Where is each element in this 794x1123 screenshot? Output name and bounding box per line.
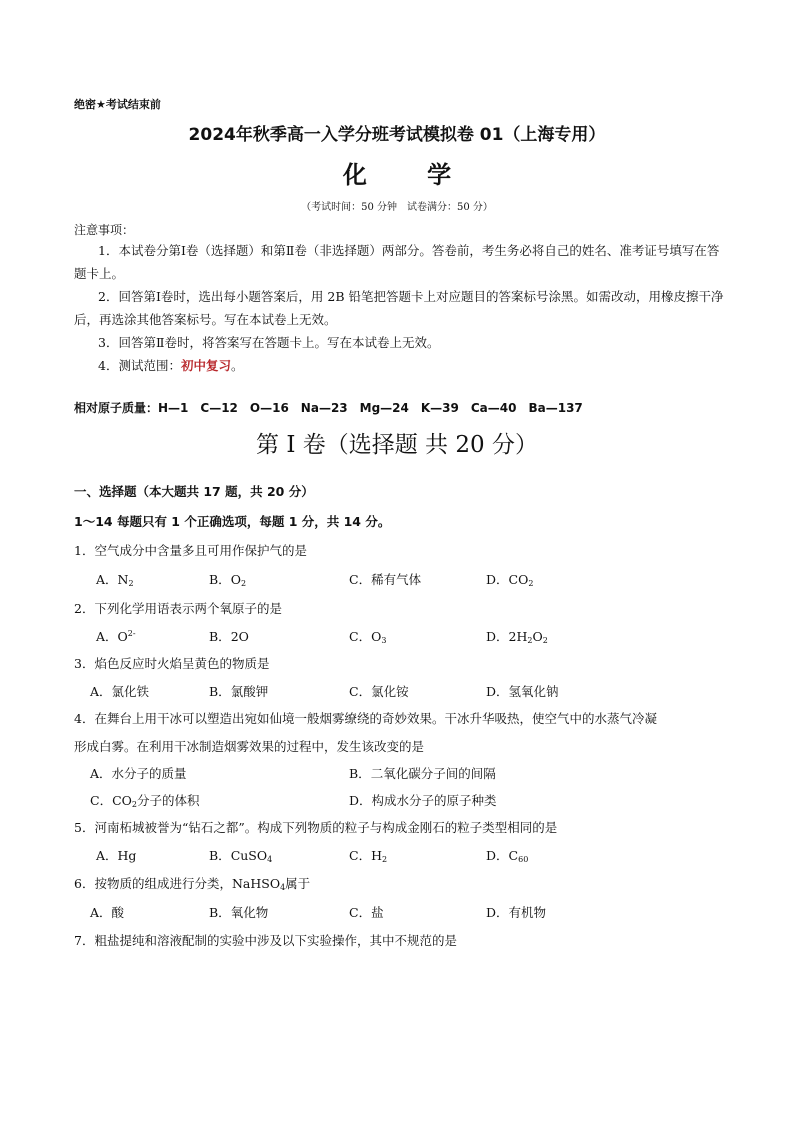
question-3-option-b: B．氯酸钾 [209,684,269,699]
question-2-option-b: B．2O [209,629,249,644]
test-scope: 初中复习 [180,358,231,373]
question-1-stem: 1．空气成分中含量多且可用作保护气的是 [74,543,307,558]
exam-time-info: （考试时间：50 分钟 试卷满分：50 分） [301,202,493,213]
question-4-stem-line-1: 4．在舞台上用干冰可以塑造出宛如仙境一般烟雾缭绕的奇妙效果。干冰升华吸热，使空气中的水蒸气冷凝 [74,711,657,726]
question-4-option-c: C．$CO_2$分子的体积 [90,793,200,809]
question-2-stem: 2．下列化学用语表示两个氧原子的是 [74,601,282,616]
question-5-option-d: D．$C_{60}$ [486,848,529,864]
question-6-option-a: A．酸 [90,905,125,920]
section-subheading: 1～14 每题只有 1 个正确选项，每题 1 分，共 14 分。 [74,514,391,529]
question-3-option-d: D．氢氧化钠 [486,684,559,699]
question-6-option-c: C．盐 [349,905,384,920]
question-5-option-a: A．Hg [96,848,137,863]
question-1-option-b: B．$O_2$ [209,572,247,588]
question-4-option-d: D．构成水分子的原子种类 [349,793,497,808]
question-2-option-c: C．$O_3$ [349,629,387,645]
section-heading: 一、选择题（本大题共 17 题，共 20 分） [74,484,314,499]
question-1-option-a: A．$N_2$ [96,572,134,588]
question-4-option-a: A．水分子的质量 [90,766,187,781]
question-6-stem: 6．按物质的组成进行分类，NaHSO$_4$属于 [74,876,311,892]
subject-title: 化 学 [342,161,478,189]
question-5-option-b: B．CuSO$_4$ [209,848,273,864]
question-3-stem: 3．焰色反应时火焰呈黄色的物质是 [74,656,270,671]
question-4-option-b: B．二氧化碳分子间的间隔 [349,766,496,781]
question-3-option-c: C．氯化铵 [349,684,409,699]
formula-nahso4: NaHSO$_4$ [231,876,286,892]
question-1-option-d: D．$CO_2$ [486,572,534,588]
exam-title: 2024年秋季高一入学分班考试模拟卷 01（上海专用） [188,125,606,145]
notice-item-2: 2．回答第Ⅰ卷时，选出每小题答案后，用 2B 铅笔把答题卡上对应题目的答案标号涂黑。如需改动，用橡皮擦干净后，再选涂其他答案标号。写在本试卷上无效。 [74,289,724,327]
question-2-option-d: D．$2H_2O_2$ [486,629,548,645]
notice-item-4 [98,354,750,377]
question-1-option-c: C．稀有气体 [349,572,422,587]
notice-item-3: 3．回答第Ⅱ卷时，将答案写在答题卡上。写在本试卷上无效。 [98,335,440,350]
question-2-option-a: A．$O^{2-}$ [96,629,136,644]
notice-item-1: 1．本试卷分第Ⅰ卷（选择题）和第Ⅱ卷（非选择题）两部分。答卷前，考生务必将自己的姓名、准考证号填写在答题卡上。 [74,243,720,281]
question-5-stem: 5．河南柘城被誉为“钻石之都”。构成下列物质的粒子与构成金刚石的粒子类型相同的是 [74,820,558,835]
question-7-stem: 7．粗盐提纯和溶液配制的实验中涉及以下实验操作，其中不规范的是 [74,933,457,948]
notice-heading: 注意事项： [74,223,135,237]
question-5-option-c: C．$H_2$ [349,848,388,864]
question-3-option-a: A．氯化铁 [90,684,150,699]
question-6-option-b: B．氧化物 [209,905,269,920]
part-one-title: 第 I 卷（选择题 共 20 分） [256,432,538,458]
notice-item-4-prefix: 4．测试范围： [98,358,181,373]
notice-item-4-suffix: 。 [230,358,244,373]
confidential-label: 绝密★考试结束前 [74,98,161,111]
atomic-masses: 相对原子质量：H—1 C—12 O—16 Na—23 Mg—24 K—39 Ca—40 Ba—137 [74,401,583,415]
question-6-option-d: D．有机物 [486,905,547,920]
question-4-stem-line-2: 形成白雾。在利用干冰制造烟雾效果的过程中，发生该改变的是 [74,739,425,754]
